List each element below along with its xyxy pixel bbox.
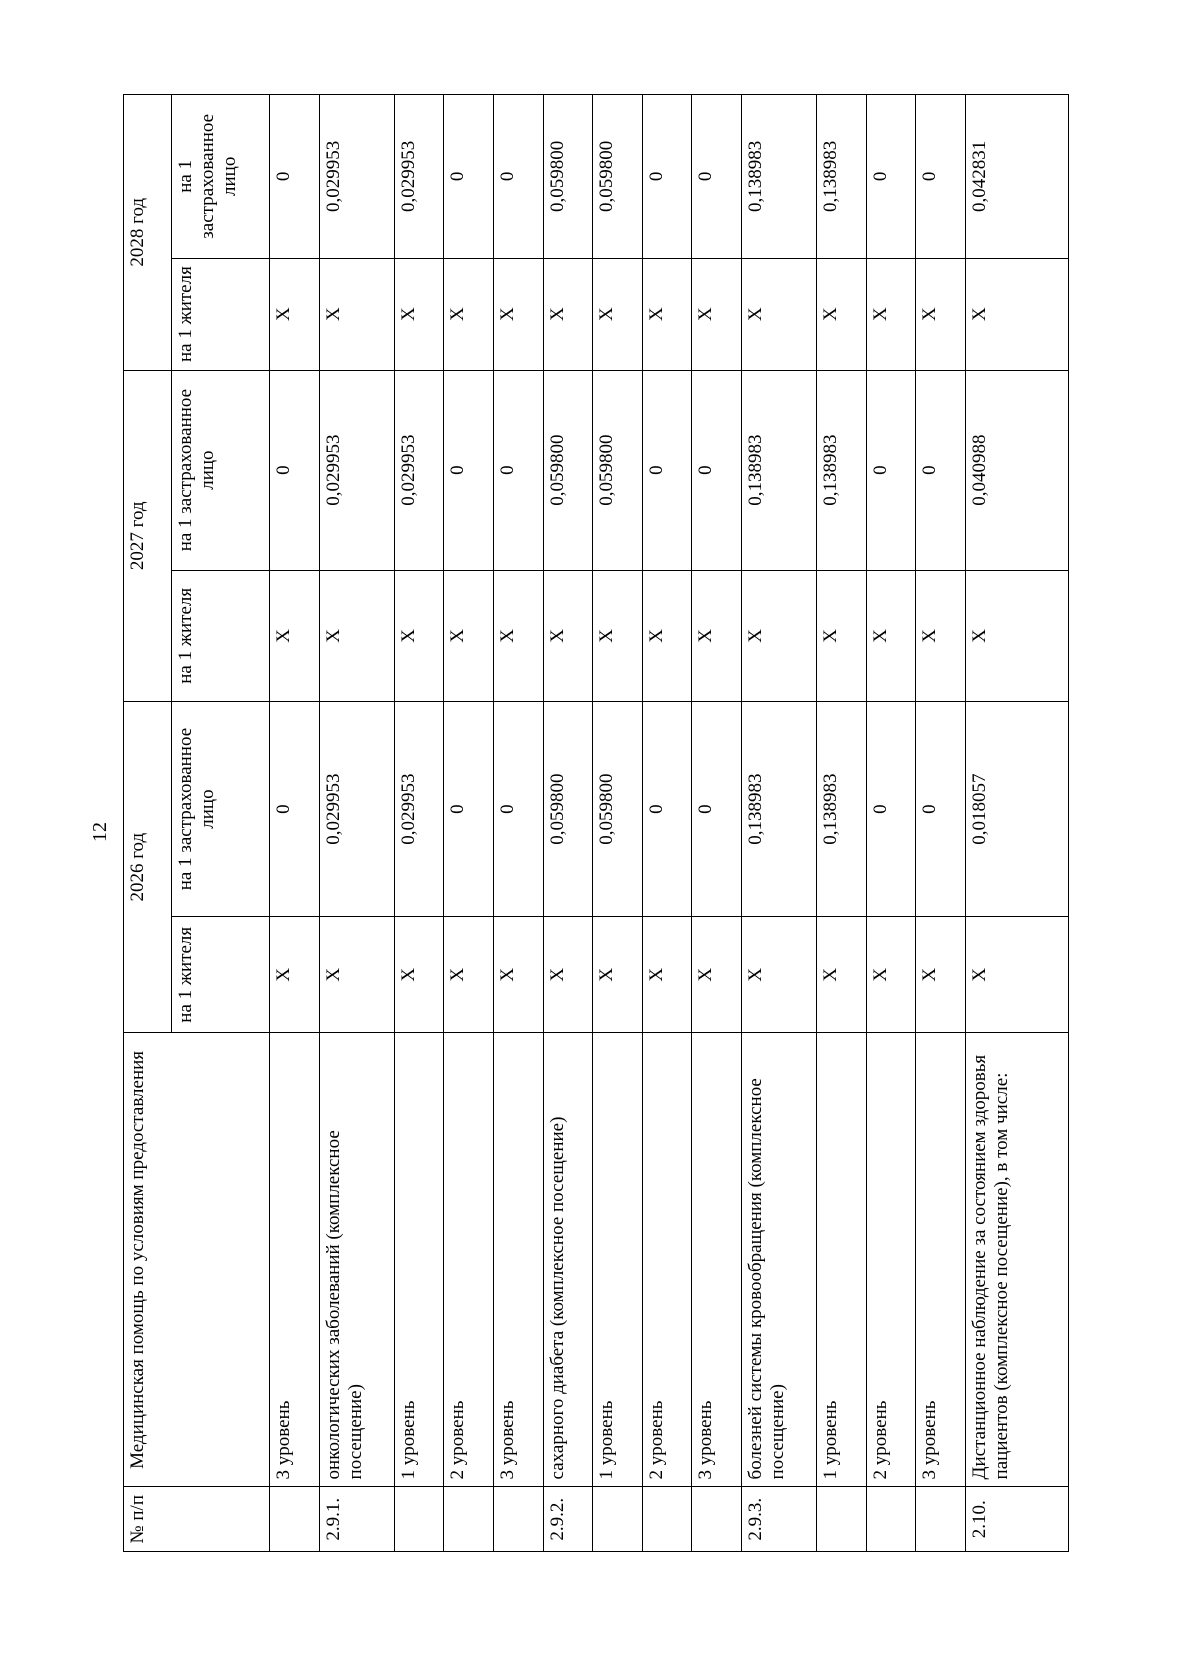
- cell-2028-per-resident: X: [543, 258, 593, 370]
- header-per-insured-2026: на 1 застрахованное лицо: [172, 701, 270, 916]
- row-num: [270, 1487, 320, 1552]
- row-label: 1 уровень: [817, 1033, 867, 1487]
- table-row: [593, 95, 643, 1552]
- cell-2026-per-insured: 0: [866, 701, 916, 916]
- row-label: 3 уровень: [493, 1033, 543, 1487]
- row-label: 3 уровень: [916, 1033, 966, 1487]
- header-year-2027: 2027 год: [124, 370, 172, 701]
- cell-2026-per-insured: 0,059800: [543, 701, 593, 916]
- row-num: [692, 1487, 742, 1552]
- cell-2028-per-resident: X: [444, 258, 494, 370]
- cell-2026-per-insured: 0: [493, 701, 543, 916]
- cell-2028-per-insured: 0,029953: [319, 95, 394, 259]
- cell-2027-per-resident: X: [593, 570, 643, 701]
- cell-2027-per-resident: X: [817, 570, 867, 701]
- cell-2026-per-insured: 0: [270, 701, 320, 916]
- rotated-table-container: [123, 94, 1069, 1552]
- cell-2027-per-resident: X: [866, 570, 916, 701]
- row-num: 2.9.2.: [543, 1487, 593, 1552]
- cell-2026-per-resident: X: [817, 917, 867, 1033]
- cell-2028-per-resident: X: [642, 258, 692, 370]
- row-num: [444, 1487, 494, 1552]
- table-row: [543, 95, 593, 1552]
- cell-2027-per-insured: 0: [916, 370, 966, 570]
- cell-2026-per-resident: X: [965, 917, 1068, 1033]
- table-header-row-years: [124, 95, 172, 1552]
- row-label: 2 уровень: [642, 1033, 692, 1487]
- row-num: [394, 1487, 444, 1552]
- table-row: [692, 95, 742, 1552]
- header-per-insured-2028: на 1 застрахованное лицо: [172, 95, 270, 259]
- cell-2027-per-insured: 0: [642, 370, 692, 570]
- header-year-2026: 2026 год: [124, 701, 172, 1032]
- row-label: 3 уровень: [270, 1033, 320, 1487]
- cell-2027-per-insured: 0,138983: [817, 370, 867, 570]
- cell-2028-per-insured: 0: [444, 95, 494, 259]
- cell-2028-per-resident: X: [916, 258, 966, 370]
- header-title: Медицинская помощь по условиям предоставления: [124, 1033, 270, 1487]
- cell-2028-per-insured: 0: [493, 95, 543, 259]
- table-row: [394, 95, 444, 1552]
- medical-care-volume-table: [123, 94, 1069, 1552]
- row-num: 2.9.1.: [319, 1487, 394, 1552]
- header-year-2028: 2028 год: [124, 95, 172, 371]
- cell-2026-per-insured: 0: [916, 701, 966, 916]
- cell-2028-per-resident: X: [741, 258, 816, 370]
- cell-2027-per-resident: X: [543, 570, 593, 701]
- cell-2026-per-insured: 0: [642, 701, 692, 916]
- cell-2028-per-insured: 0,029953: [394, 95, 444, 259]
- cell-2028-per-resident: X: [965, 258, 1068, 370]
- cell-2027-per-resident: X: [965, 570, 1068, 701]
- row-num: [493, 1487, 543, 1552]
- cell-2028-per-resident: X: [394, 258, 444, 370]
- cell-2026-per-insured: 0,029953: [394, 701, 444, 916]
- row-label: 1 уровень: [394, 1033, 444, 1487]
- table-row: [866, 95, 916, 1552]
- cell-2026-per-resident: X: [692, 917, 742, 1033]
- cell-2026-per-insured: 0,059800: [593, 701, 643, 916]
- cell-2028-per-insured: 0: [642, 95, 692, 259]
- row-num: 2.9.3.: [741, 1487, 816, 1552]
- row-label: сахарного диабета (комплексное посещение): [543, 1033, 593, 1487]
- cell-2026-per-insured: 0,029953: [319, 701, 394, 916]
- cell-2026-per-resident: X: [270, 917, 320, 1033]
- row-label: 2 уровень: [866, 1033, 916, 1487]
- cell-2027-per-insured: 0: [866, 370, 916, 570]
- cell-2028-per-resident: X: [493, 258, 543, 370]
- table-row: [444, 95, 494, 1552]
- cell-2027-per-resident: X: [394, 570, 444, 701]
- header-per-resident-2028: на 1 жителя: [172, 258, 270, 370]
- table-row: [493, 95, 543, 1552]
- cell-2027-per-resident: X: [916, 570, 966, 701]
- table-row: [741, 95, 816, 1552]
- cell-2027-per-resident: X: [692, 570, 742, 701]
- cell-2026-per-resident: X: [493, 917, 543, 1033]
- cell-2027-per-resident: X: [642, 570, 692, 701]
- cell-2028-per-insured: 0: [916, 95, 966, 259]
- cell-2028-per-insured: 0,138983: [817, 95, 867, 259]
- cell-2026-per-insured: 0: [444, 701, 494, 916]
- cell-2028-per-resident: X: [692, 258, 742, 370]
- header-num: № п/п: [124, 1487, 270, 1552]
- cell-2027-per-insured: 0,040988: [965, 370, 1068, 570]
- cell-2026-per-insured: 0: [692, 701, 742, 916]
- table-row: [817, 95, 867, 1552]
- cell-2028-per-insured: 0,138983: [741, 95, 816, 259]
- cell-2027-per-insured: 0,059800: [593, 370, 643, 570]
- row-label: 2 уровень: [444, 1033, 494, 1487]
- cell-2028-per-resident: X: [270, 258, 320, 370]
- table-row: [319, 95, 394, 1552]
- cell-2026-per-resident: X: [593, 917, 643, 1033]
- row-num: [817, 1487, 867, 1552]
- cell-2026-per-insured: 0,138983: [817, 701, 867, 916]
- cell-2026-per-resident: X: [642, 917, 692, 1033]
- cell-2026-per-insured: 0,018057: [965, 701, 1068, 916]
- cell-2026-per-resident: X: [916, 917, 966, 1033]
- cell-2026-per-resident: X: [444, 917, 494, 1033]
- cell-2027-per-insured: 0: [692, 370, 742, 570]
- header-per-resident-2026: на 1 жителя: [172, 917, 270, 1033]
- table-row: [270, 95, 320, 1552]
- row-label: 1 уровень: [593, 1033, 643, 1487]
- cell-2027-per-resident: X: [319, 570, 394, 701]
- row-label: болезней системы кровообращения (комплексное посещение): [741, 1033, 816, 1487]
- row-label: 3 уровень: [692, 1033, 742, 1487]
- row-num: [916, 1487, 966, 1552]
- cell-2027-per-insured: 0: [444, 370, 494, 570]
- row-label: онкологических заболеваний (комплексное посещение): [319, 1033, 394, 1487]
- cell-2027-per-resident: X: [444, 570, 494, 701]
- cell-2028-per-insured: 0: [866, 95, 916, 259]
- row-num: 2.10.: [965, 1487, 1068, 1552]
- cell-2027-per-resident: X: [270, 570, 320, 701]
- row-num: [642, 1487, 692, 1552]
- cell-2027-per-insured: 0: [493, 370, 543, 570]
- cell-2027-per-insured: 0,059800: [543, 370, 593, 570]
- cell-2027-per-resident: X: [741, 570, 816, 701]
- cell-2026-per-resident: X: [741, 917, 816, 1033]
- cell-2028-per-insured: 0: [270, 95, 320, 259]
- cell-2028-per-insured: 0,059800: [593, 95, 643, 259]
- table-row: [916, 95, 966, 1552]
- cell-2028-per-insured: 0,042831: [965, 95, 1068, 259]
- cell-2026-per-resident: X: [394, 917, 444, 1033]
- cell-2026-per-resident: X: [543, 917, 593, 1033]
- page-number: 12: [89, 822, 111, 842]
- row-label: Дистанционное наблюдение за состоянием здоровья пациентов (комплексное посещение), в том числе:: [965, 1033, 1068, 1487]
- cell-2026-per-resident: X: [319, 917, 394, 1033]
- cell-2027-per-insured: 0,029953: [319, 370, 394, 570]
- cell-2027-per-insured: 0,138983: [741, 370, 816, 570]
- row-num: [593, 1487, 643, 1552]
- cell-2026-per-resident: X: [866, 917, 916, 1033]
- header-per-insured-2027: на 1 застрахованное лицо: [172, 370, 270, 570]
- header-per-resident-2027: на 1 жителя: [172, 570, 270, 701]
- cell-2027-per-insured: 0,029953: [394, 370, 444, 570]
- table-row: [965, 95, 1068, 1552]
- table-row: [642, 95, 692, 1552]
- cell-2028-per-resident: X: [593, 258, 643, 370]
- cell-2028-per-insured: 0,059800: [543, 95, 593, 259]
- row-num: [866, 1487, 916, 1552]
- cell-2028-per-resident: X: [817, 258, 867, 370]
- cell-2028-per-insured: 0: [692, 95, 742, 259]
- cell-2027-per-resident: X: [493, 570, 543, 701]
- cell-2028-per-resident: X: [866, 258, 916, 370]
- cell-2027-per-insured: 0: [270, 370, 320, 570]
- cell-2028-per-resident: X: [319, 258, 394, 370]
- cell-2026-per-insured: 0,138983: [741, 701, 816, 916]
